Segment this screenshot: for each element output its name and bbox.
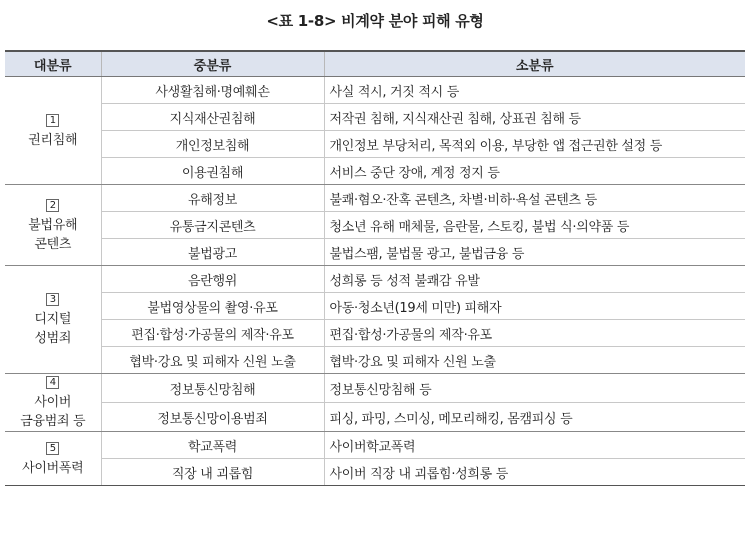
category-number-line xyxy=(10,374,96,393)
table-row xyxy=(5,293,745,320)
category-number-line xyxy=(10,440,96,459)
table-header-row xyxy=(5,51,745,77)
minor-category-cell: 불법스팸, 불법물 광고, 불법금융 등 xyxy=(324,239,745,266)
table-row xyxy=(5,158,745,185)
middle-category-cell: 개인정보침해 xyxy=(101,131,324,158)
middle-category-cell: 정보통신망침해 xyxy=(101,374,324,403)
middle-category-cell: 정보통신망이용범죄 xyxy=(101,403,324,432)
minor-category-cell: 서비스 중단 장애, 계정 정지 등 xyxy=(324,158,745,185)
major-category-name: 권리침해 xyxy=(28,132,78,148)
minor-category-cell: 저작권 침해, 지식재산권 침해, 상표권 침해 등 xyxy=(324,104,745,131)
major-category-name: 디지털 xyxy=(34,312,72,327)
minor-category-cell: 정보통신망침해 등 xyxy=(324,374,745,403)
major-category-cell xyxy=(5,374,101,432)
major-category-cell xyxy=(5,266,101,374)
category-number-line xyxy=(10,197,96,216)
minor-category-cell: 사이버 직장 내 괴롭힘·성희롱 등 xyxy=(324,459,745,486)
major-category-cell xyxy=(5,432,101,486)
header-middle-category: 중분류 xyxy=(101,51,324,77)
minor-category-cell: 개인정보 부당처리, 목적외 이용, 부당한 앱 접근권한 설정 등 xyxy=(324,131,745,158)
table-row xyxy=(5,374,745,403)
minor-category-cell: 사이버학교폭력 xyxy=(324,432,745,459)
major-category-cell xyxy=(5,77,101,185)
table-row xyxy=(5,185,745,212)
middle-category-cell: 음란행위 xyxy=(101,266,324,293)
category-number-badge: 2 xyxy=(46,199,59,212)
middle-category-cell: 불법영상물의 촬영·유포 xyxy=(101,293,324,320)
middle-category-cell: 이용권침해 xyxy=(101,158,324,185)
major-category-name: 사이버 xyxy=(34,395,72,410)
table-row xyxy=(5,212,745,239)
category-number-badge: 5 xyxy=(46,442,59,455)
header-minor-category: 소분류 xyxy=(324,51,745,77)
middle-category-cell: 학교폭력 xyxy=(101,432,324,459)
major-category-name: 사이버폭력 xyxy=(22,460,84,476)
table-body xyxy=(5,77,745,486)
table-caption: <표 1-8> 비계약 분야 피해 유형 xyxy=(266,12,484,30)
table-row xyxy=(5,459,745,486)
category-number-line xyxy=(10,112,96,131)
major-category-name: 콘텐츠 xyxy=(34,236,72,252)
table-row xyxy=(5,131,745,158)
category-number-badge: 4 xyxy=(46,376,59,389)
minor-category-cell: 불쾌·혐오·잔혹 콘텐츠, 차별·비하·욕설 콘텐츠 등 xyxy=(324,185,745,212)
major-category-cell xyxy=(5,185,101,266)
middle-category-cell: 협박·강요 및 피해자 신원 노출 xyxy=(101,347,324,374)
minor-category-cell: 성희롱 등 성적 불쾌감 유발 xyxy=(324,266,745,293)
category-number-badge: 3 xyxy=(46,293,59,306)
minor-category-cell: 아동·청소년(19세 미만) 피해자 xyxy=(324,293,745,320)
minor-category-cell: 사실 적시, 거짓 적시 등 xyxy=(324,77,745,104)
category-number-line xyxy=(10,291,96,310)
table-row xyxy=(5,432,745,459)
category-number-badge: 1 xyxy=(46,114,59,127)
header-major-category: 대분류 xyxy=(5,51,101,77)
minor-category-cell: 청소년 유해 매체물, 음란물, 스토킹, 불법 식·의약품 등 xyxy=(324,212,745,239)
minor-category-cell: 편집·합성·가공물의 제작·유포 xyxy=(324,320,745,347)
table-row xyxy=(5,266,745,293)
middle-category-cell: 유해정보 xyxy=(101,185,324,212)
middle-category-cell: 직장 내 괴롭힘 xyxy=(101,459,324,486)
damage-type-table xyxy=(5,50,745,486)
middle-category-cell: 불법광고 xyxy=(101,239,324,266)
major-category-name: 불법유해 xyxy=(28,217,78,233)
table-row xyxy=(5,104,745,131)
major-category-name: 금융범죄 등 xyxy=(20,414,86,429)
table-row xyxy=(5,77,745,104)
table-row xyxy=(5,320,745,347)
table-row xyxy=(5,239,745,266)
middle-category-cell: 지식재산권침해 xyxy=(101,104,324,131)
table-row xyxy=(5,347,745,374)
major-category-name: 성범죄 xyxy=(34,331,72,346)
minor-category-cell: 협박·강요 및 피해자 신원 노출 xyxy=(324,347,745,374)
minor-category-cell: 피싱, 파밍, 스미싱, 메모리해킹, 몸캠피싱 등 xyxy=(324,403,745,432)
table-row xyxy=(5,403,745,432)
middle-category-cell: 유통금지콘텐츠 xyxy=(101,212,324,239)
middle-category-cell: 사생활침해·명예훼손 xyxy=(101,77,324,104)
middle-category-cell: 편집·합성·가공물의 제작·유포 xyxy=(101,320,324,347)
